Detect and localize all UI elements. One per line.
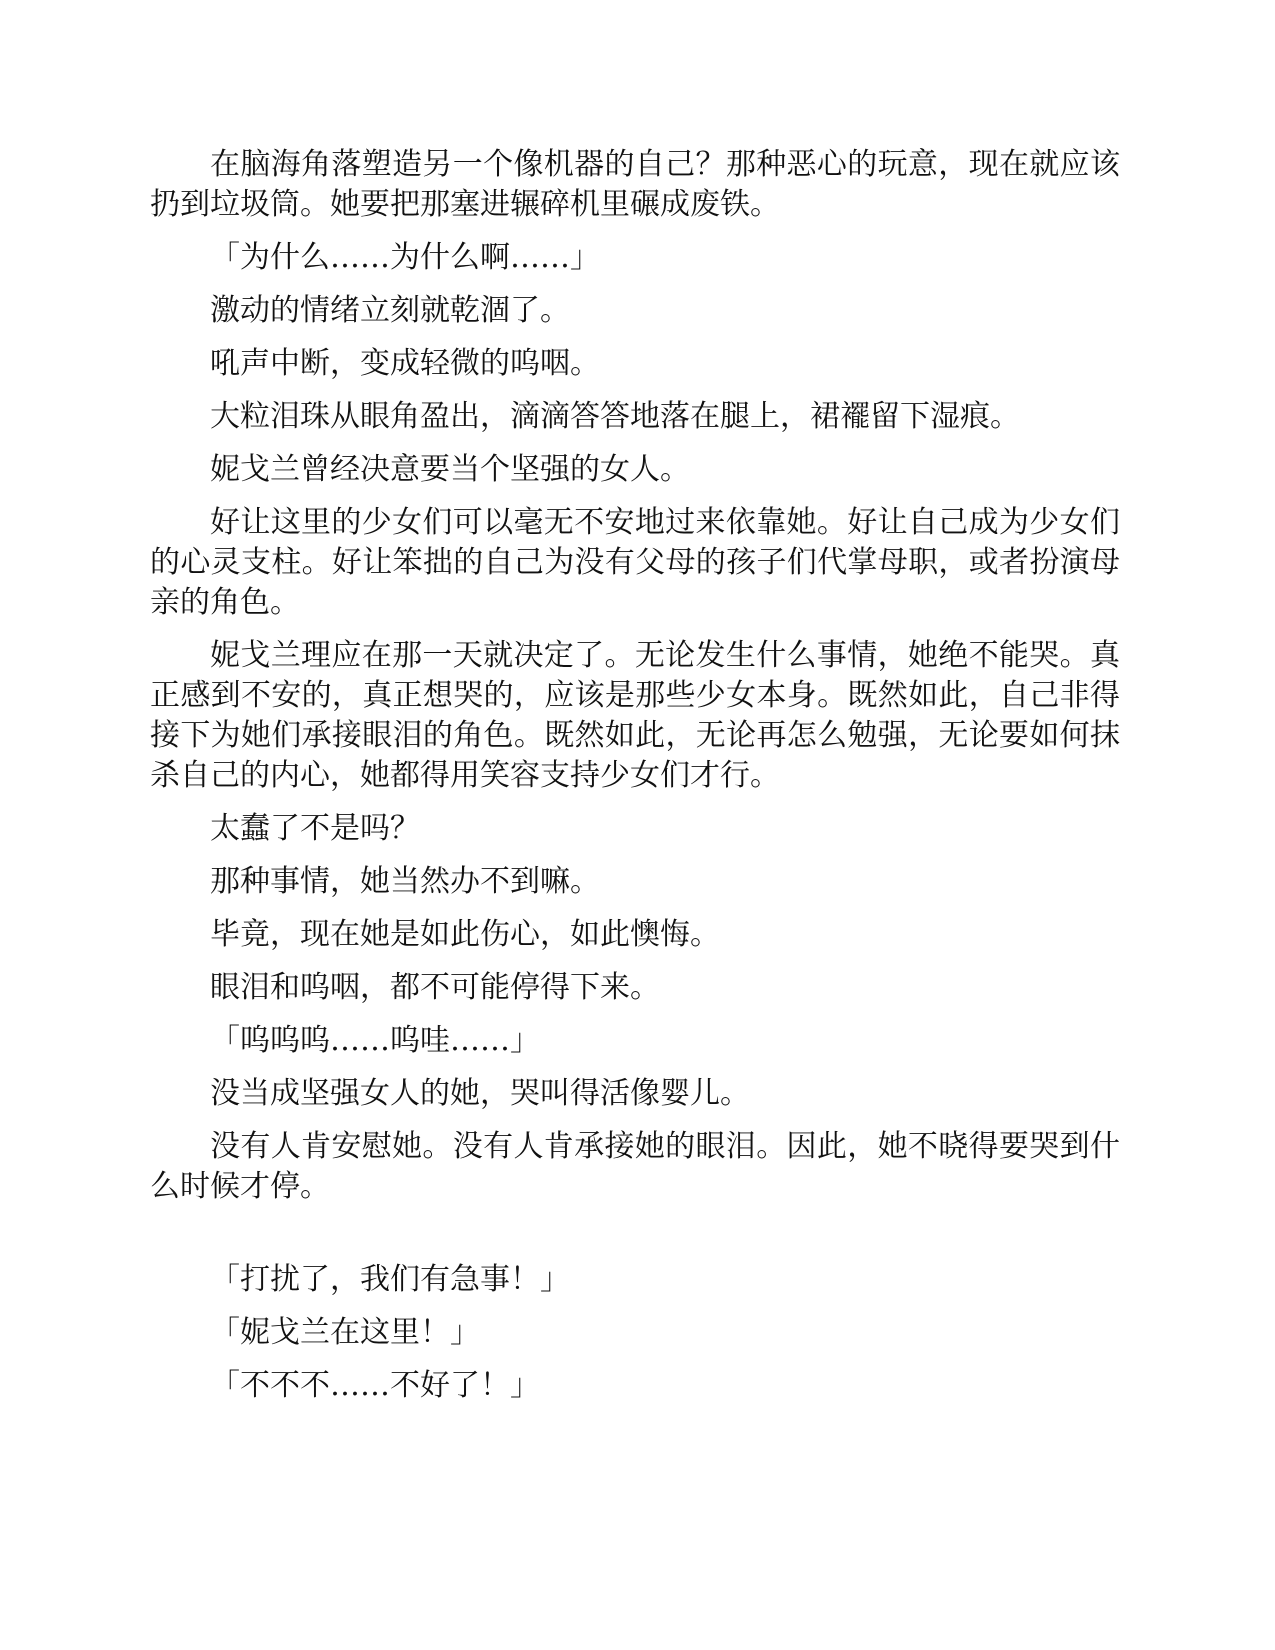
paragraph: 好让这里的少女们可以毫无不安地过来依靠她。好让自己成为少女们的心灵支柱。好让笨拙的自己为没有父母的孩子们代掌母职，或者扮演母亲的角色。 (150, 505, 1120, 620)
paragraph: 激动的情绪立刻就乾涸了。 (210, 293, 570, 328)
paragraph: 在脑海角落塑造另一个像机器的自己？那种恶心的玩意，现在就应该扔到垃圾筒。她要把那塞进辗碎机里碾成废铁。 (150, 147, 1120, 222)
section-gap (150, 1220, 1120, 1260)
body-text (150, 145, 1120, 1419)
paragraph: 「不不不……不好了！」 (210, 1368, 540, 1403)
paragraph: 那种事情，她当然办不到嘛。 (210, 864, 600, 899)
paragraph: 毕竟，现在她是如此伤心，如此懊悔。 (210, 917, 720, 952)
paragraph: 眼泪和呜咽，都不可能停得下来。 (210, 970, 660, 1005)
paragraph: 没当成坚强女人的她，哭叫得活像婴儿。 (210, 1076, 750, 1111)
paragraph: 「打扰了，我们有急事！」 (210, 1262, 570, 1297)
paragraph: 大粒泪珠从眼角盈出，滴滴答答地落在腿上，裙襬留下湿痕。 (210, 399, 1020, 434)
paragraph: 妮戈兰曾经决意要当个坚强的女人。 (210, 452, 690, 487)
paragraph: 「呜呜呜……呜哇……」 (210, 1023, 540, 1058)
paragraph: 没有人肯安慰她。没有人肯承接她的眼泪。因此，她不晓得要哭到什么时候才停。 (150, 1129, 1120, 1204)
paragraph: 「妮戈兰在这里！」 (210, 1315, 480, 1350)
paragraph: 吼声中断，变成轻微的呜咽。 (210, 346, 600, 381)
paragraph: 妮戈兰理应在那一天就决定了。无论发生什么事情，她绝不能哭。真正感到不安的，真正想哭的，应该是那些少女本身。既然如此，自己非得接下为她们承接眼泪的角色。既然如此，无论再怎么勉强，无论要如何抹杀自己的内心，她都得用笑容支持少女们才行。 (150, 638, 1120, 793)
paragraph: 太蠢了不是吗？ (210, 811, 420, 846)
paragraph: 「为什么……为什么啊……」 (210, 240, 600, 275)
